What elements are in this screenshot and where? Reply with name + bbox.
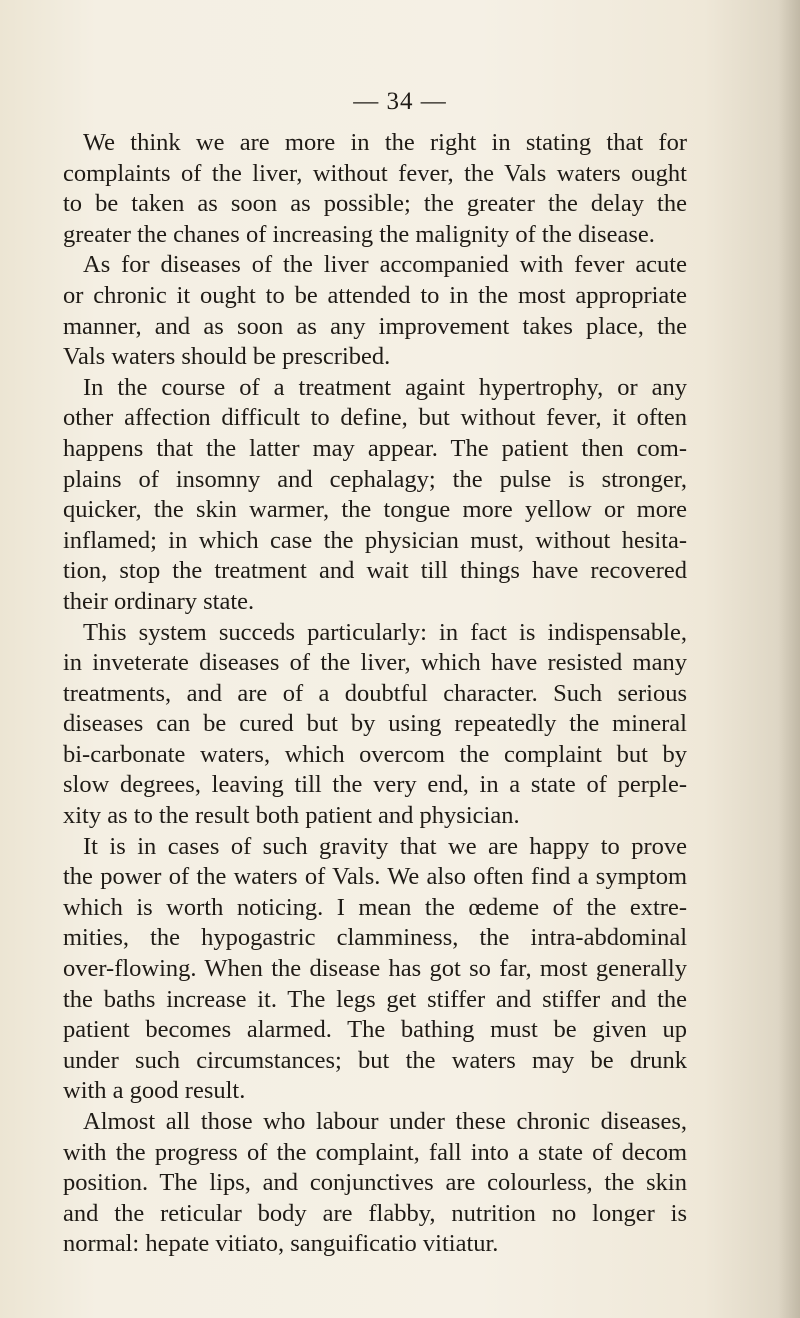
- text-line: tion, stop the treatment and wait till things have recovered: [63, 557, 687, 585]
- page-edge-shadow: [778, 0, 800, 1318]
- text-line: quicker, the skin warmer, the tongue more yellow or more: [63, 496, 687, 524]
- text-line: mities, the hypogastric clamminess, the intra-abdominal: [63, 924, 687, 952]
- text-line: to be taken as soon as possible; the greater the delay the: [63, 190, 687, 218]
- text-line: greater the chanes of increasing the malignity of the disease.: [63, 220, 655, 248]
- paragraph: [63, 832, 687, 1107]
- text-line: In the course of a treatment againt hypertrophy, or any: [83, 373, 687, 401]
- text-line: over-flowing. When the disease has got so far, most generally: [63, 955, 687, 983]
- text-line: with the progress of the complaint, fall into a state of decom: [63, 1138, 687, 1166]
- text-line: with a good result.: [63, 1077, 246, 1105]
- text-line: It is in cases of such gravity that we are happy to prove: [83, 832, 687, 860]
- text-line: which is worth noticing. I mean the œdeme of the extre-: [63, 893, 687, 921]
- text-line: We think we are more in the right in stating that for: [83, 129, 687, 156]
- text-line: treatments, and are of a doubtful character. Such serious: [63, 679, 687, 707]
- text-line: plains of insomny and cephalagy; the pulse is stronger,: [63, 465, 687, 493]
- text-line: in inveterate diseases of the liver, which have resisted many: [63, 649, 687, 677]
- text-line: patient becomes alarmed. The bathing must be given up: [63, 1016, 687, 1044]
- text-line: happens that the latter may appear. The patient then com-: [63, 434, 687, 462]
- text-line: inflamed; in which case the physician must, without hesita-: [63, 526, 687, 554]
- text-line: their ordinary state.: [63, 587, 255, 615]
- text-line: or chronic it ought to be attended to in the most appropriate: [63, 281, 687, 309]
- paragraph: [63, 373, 687, 618]
- text-line: xity as to the result both patient and physician.: [63, 802, 520, 830]
- text-line: slow degrees, leaving till the very end, in a state of perple-: [63, 771, 687, 799]
- text-line: manner, and as soon as any improvement takes place, the: [63, 312, 687, 340]
- paragraph: [63, 1107, 687, 1260]
- text-line: normal: hepate vitiato, sanguificatio vitiatur.: [63, 1230, 499, 1258]
- paragraph: [63, 618, 687, 832]
- text-line: position. The lips, and conjunctives are colourless, the skin: [63, 1169, 687, 1197]
- text-line: the power of the waters of Vals. We also often find a symptom: [63, 863, 687, 891]
- text-line: the baths increase it. The legs get stiffer and stiffer and the: [63, 985, 687, 1013]
- text-line: under such circumstances; but the waters may be drunk: [63, 1046, 687, 1074]
- body-text: [63, 128, 687, 1260]
- text-line: This system succeds particularly: in fact is indispensable,: [83, 618, 687, 646]
- paragraph: [63, 128, 687, 250]
- text-line: Vals waters should be prescribed.: [63, 343, 391, 371]
- text-line: complaints of the liver, without fever, the Vals waters ought: [63, 159, 687, 187]
- text-line: other affection difficult to define, but without fever, it often: [63, 404, 687, 432]
- text-line: bi-carbonate waters, which overcom the complaint but by: [63, 740, 687, 768]
- page-number: — 34 —: [353, 88, 447, 115]
- text-line: Almost all those who labour under these chronic diseases,: [83, 1108, 687, 1135]
- paragraph: [63, 250, 687, 372]
- text-line: As for diseases of the liver accompanied with fever acute: [83, 251, 687, 279]
- text-line: and the reticular body are flabby, nutrition no longer is: [63, 1199, 687, 1227]
- text-line: diseases can be cured but by using repeatedly the mineral: [63, 710, 687, 738]
